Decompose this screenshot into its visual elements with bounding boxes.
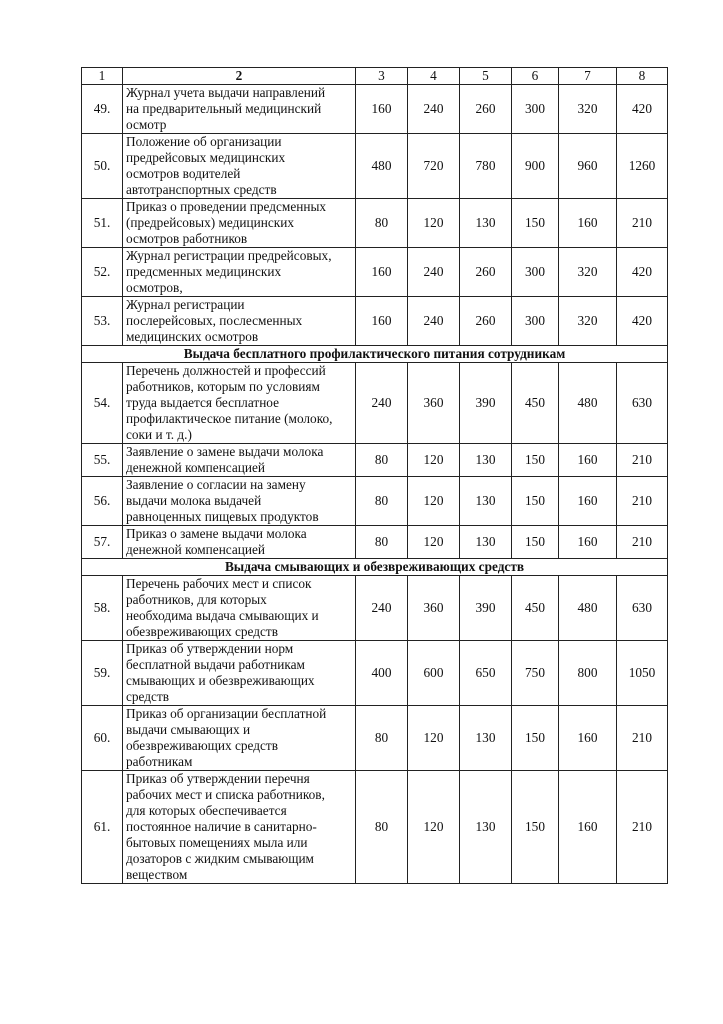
price-cell-col-4: 360 [408,576,460,641]
table-row [82,363,668,444]
document-name-line: работников, которым по условиям [126,379,320,394]
document-name-line: осмотров водителей [126,166,241,181]
price-cell-col-3: 80 [356,199,408,248]
price-cell-col-6: 150 [512,444,559,477]
price-cell-col-6: 750 [512,641,559,706]
price-cell-col-3: 160 [356,248,408,297]
price-cell-col-5: 390 [460,576,512,641]
price-cell-col-7: 160 [559,526,617,559]
document-name-line: автотранспортных средств [126,182,277,197]
price-cell-col-7: 800 [559,641,617,706]
section-title: Выдача бесплатного профилактического питания сотрудникам [82,346,668,363]
document-name-line: Перечень рабочих мест и список [126,576,312,591]
document-name-line: обезвреживающих средств [126,624,278,639]
document-name-line: Заявление о замене выдачи молока [126,444,324,459]
price-cell-col-8: 420 [617,297,668,346]
price-cell-col-4: 240 [408,85,460,134]
price-cell-col-8: 210 [617,771,668,884]
price-cell-col-4: 120 [408,477,460,526]
document-name-line: средств [126,689,170,704]
document-name-line: Заявление о согласии на замену [126,477,306,492]
price-cell-col-3: 160 [356,85,408,134]
document-name [123,576,356,641]
price-cell-col-7: 960 [559,134,617,199]
header-col-4: 4 [408,68,460,85]
price-cell-col-3: 240 [356,576,408,641]
price-table [81,67,668,884]
price-cell-col-4: 120 [408,771,460,884]
price-cell-col-3: 400 [356,641,408,706]
document-name-line: для которых обеспечивается [126,803,287,818]
document-name-line: профилактическое питание (молоко, [126,411,333,426]
price-cell-col-3: 480 [356,134,408,199]
price-cell-col-8: 630 [617,363,668,444]
price-cell-col-7: 320 [559,85,617,134]
price-cell-col-5: 130 [460,771,512,884]
document-name-line: Приказ об утверждении норм [126,641,294,656]
price-cell-col-3: 80 [356,477,408,526]
table-row [82,199,668,248]
price-cell-col-7: 160 [559,199,617,248]
table-row [82,444,668,477]
price-cell-col-7: 160 [559,771,617,884]
price-cell-col-4: 600 [408,641,460,706]
price-cell-col-4: 240 [408,248,460,297]
header-col-2: 2 [123,68,356,85]
row-number: 50. [82,134,123,199]
table-row [82,771,668,884]
document-name-line: смывающих и обезвреживающих [126,673,315,688]
row-number: 57. [82,526,123,559]
price-cell-col-6: 150 [512,771,559,884]
price-cell-col-8: 420 [617,248,668,297]
price-cell-col-8: 630 [617,576,668,641]
price-cell-col-7: 320 [559,248,617,297]
document-name [123,477,356,526]
section-row [82,559,668,576]
price-cell-col-4: 120 [408,199,460,248]
document-name [123,444,356,477]
document-name-line: Журнал регистрации предрейсовых, [126,248,332,263]
row-number: 52. [82,248,123,297]
document-name-line: осмотр [126,117,167,132]
table-row [82,641,668,706]
price-cell-col-7: 160 [559,706,617,771]
price-cell-col-7: 160 [559,444,617,477]
document-name [123,248,356,297]
header-col-6: 6 [512,68,559,85]
price-cell-col-6: 450 [512,363,559,444]
price-cell-col-3: 160 [356,297,408,346]
price-cell-col-5: 130 [460,706,512,771]
price-cell-col-5: 390 [460,363,512,444]
header-col-1: 1 [82,68,123,85]
document-name [123,706,356,771]
header-col-5: 5 [460,68,512,85]
price-cell-col-4: 240 [408,297,460,346]
document-name-line: труда выдается бесплатное [126,395,280,410]
section-title: Выдача смывающих и обезвреживающих средств [82,559,668,576]
document-name [123,134,356,199]
table-body [82,85,668,884]
table-row [82,248,668,297]
price-cell-col-4: 120 [408,526,460,559]
price-cell-col-8: 1260 [617,134,668,199]
price-cell-col-8: 420 [617,85,668,134]
table-row [82,576,668,641]
document-name-line: работникам [126,754,193,769]
row-number: 60. [82,706,123,771]
document-name-line: постоянное наличие в санитарно- [126,819,317,834]
price-cell-col-5: 650 [460,641,512,706]
price-cell-col-5: 260 [460,297,512,346]
document-name-line: Приказ о проведении предсменных [126,199,327,214]
header-col-3: 3 [356,68,408,85]
price-cell-col-5: 260 [460,248,512,297]
document-name-line: обезвреживающих средств [126,738,278,753]
document-name [123,641,356,706]
price-cell-col-6: 300 [512,248,559,297]
row-number: 59. [82,641,123,706]
document-name [123,85,356,134]
document-name-line: (предрейсовых) медицинских [126,215,295,230]
price-cell-col-4: 120 [408,706,460,771]
price-cell-col-5: 780 [460,134,512,199]
price-cell-col-7: 480 [559,363,617,444]
header-col-8: 8 [617,68,668,85]
table-row [82,134,668,199]
document-name-line: бытовых помещениях мыла или [126,835,308,850]
section-row [82,346,668,363]
document-name [123,526,356,559]
document-name-line: дозаторов с жидким смывающим [126,851,314,866]
price-cell-col-6: 300 [512,85,559,134]
document-name-line: Положение об организации [126,134,282,149]
document-name-line: Перечень должностей и профессий [126,363,326,378]
document-name-line: Приказ об организации бесплатной [126,706,327,721]
price-cell-col-7: 480 [559,576,617,641]
document-name-line: Журнал учета выдачи направлений [126,85,326,100]
price-cell-col-8: 1050 [617,641,668,706]
document-name-line: бесплатной выдачи работникам [126,657,305,672]
price-cell-col-5: 130 [460,199,512,248]
price-cell-col-6: 900 [512,134,559,199]
document-name-line: послерейсовых, послесменных [126,313,303,328]
row-number: 49. [82,85,123,134]
table-row [82,297,668,346]
price-cell-col-3: 80 [356,526,408,559]
price-cell-col-8: 210 [617,526,668,559]
document-name-line: соки и т. д.) [126,427,192,442]
row-number: 54. [82,363,123,444]
price-cell-col-6: 150 [512,526,559,559]
document-name-line: на предварительный медицинский [126,101,322,116]
row-number: 55. [82,444,123,477]
header-row [82,68,668,85]
document-name-line: осмотров, [126,280,183,295]
price-cell-col-6: 150 [512,706,559,771]
row-number: 51. [82,199,123,248]
price-cell-col-4: 720 [408,134,460,199]
price-cell-col-5: 260 [460,85,512,134]
price-cell-col-8: 210 [617,199,668,248]
document-name-line: предрейсовых медицинских [126,150,286,165]
price-cell-col-6: 150 [512,477,559,526]
header-col-7: 7 [559,68,617,85]
price-cell-col-3: 80 [356,771,408,884]
price-cell-col-5: 130 [460,526,512,559]
document-name [123,363,356,444]
row-number: 53. [82,297,123,346]
row-number: 61. [82,771,123,884]
document-name-line: выдачи смывающих и [126,722,251,737]
table-row [82,526,668,559]
document-name-line: Приказ о замене выдачи молока [126,526,307,541]
row-number: 58. [82,576,123,641]
document-name-line: рабочих мест и списка работников, [126,787,325,802]
document-name-line: медицинских осмотров [126,329,259,344]
document-name-line: работников, для которых [126,592,267,607]
price-cell-col-7: 320 [559,297,617,346]
price-cell-col-5: 130 [460,444,512,477]
price-cell-col-7: 160 [559,477,617,526]
document-name [123,771,356,884]
price-cell-col-6: 150 [512,199,559,248]
price-cell-col-4: 360 [408,363,460,444]
price-cell-col-3: 80 [356,706,408,771]
price-cell-col-4: 120 [408,444,460,477]
price-cell-col-8: 210 [617,706,668,771]
document-name [123,199,356,248]
table-row [82,85,668,134]
document-name-line: Приказ об утверждении перечня [126,771,310,786]
document-name-line: веществом [126,867,188,882]
price-cell-col-3: 80 [356,444,408,477]
document-name-line: равноценных пищевых продуктов [126,509,319,524]
document-name-line: денежной компенсацией [126,542,266,557]
document-name-line: выдачи молока выдачей [126,493,262,508]
document-name [123,297,356,346]
price-cell-col-3: 240 [356,363,408,444]
price-cell-col-8: 210 [617,477,668,526]
price-cell-col-5: 130 [460,477,512,526]
table-row [82,477,668,526]
price-cell-col-6: 300 [512,297,559,346]
price-cell-col-6: 450 [512,576,559,641]
document-name-line: предсменных медицинских [126,264,282,279]
document-name-line: Журнал регистрации [126,297,245,312]
price-cell-col-8: 210 [617,444,668,477]
document-name-line: осмотров работников [126,231,248,246]
document-name-line: необходима выдача смывающих и [126,608,319,623]
row-number: 56. [82,477,123,526]
table-row [82,706,668,771]
document-name-line: денежной компенсацией [126,460,266,475]
